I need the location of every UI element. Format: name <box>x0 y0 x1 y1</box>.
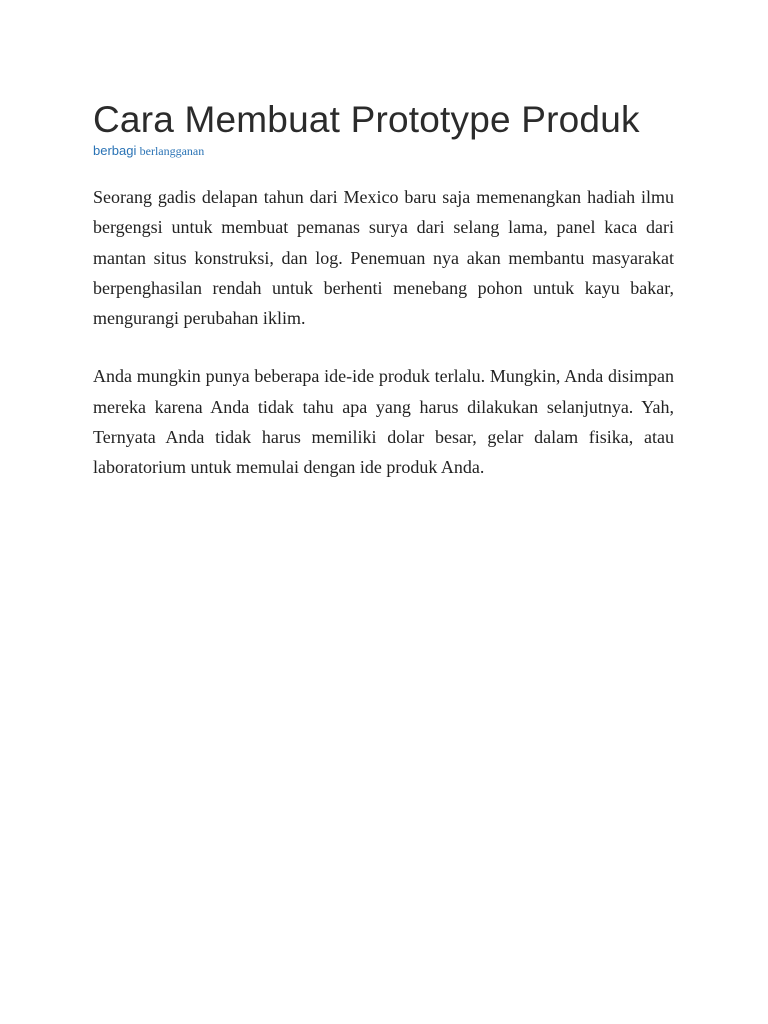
article-title: Cara Membuat Prototype Produk <box>93 99 640 140</box>
subscribe-link[interactable]: berlangganan <box>139 144 205 158</box>
share-link[interactable]: berbagi <box>93 143 137 158</box>
article-meta <box>93 143 674 159</box>
article <box>93 98 674 483</box>
article-paragraph: Anda mungkin punya beberapa ide-ide produk terlalu. Mungkin, Anda disimpan mereka karena Anda tidak tahu apa yang harus dilakukan selanjutnya. Yah, Ternyata Anda tidak harus memiliki dolar besar, gelar dalam fisika, atau laboratorium untuk memulai dengan ide produk Anda. <box>93 366 674 478</box>
article-paragraph: Seorang gadis delapan tahun dari Mexico baru saja memenangkan hadiah ilmu bergengsi untuk membuat pemanas surya dari selang lama, panel kaca dari mantan situs konstruksi, dan log. Penemuan nya akan membantu masyarakat berpenghasilan rendah untuk berhenti menebang pohon untuk kayu bakar, mengurangi perubahan iklim. <box>93 187 674 329</box>
